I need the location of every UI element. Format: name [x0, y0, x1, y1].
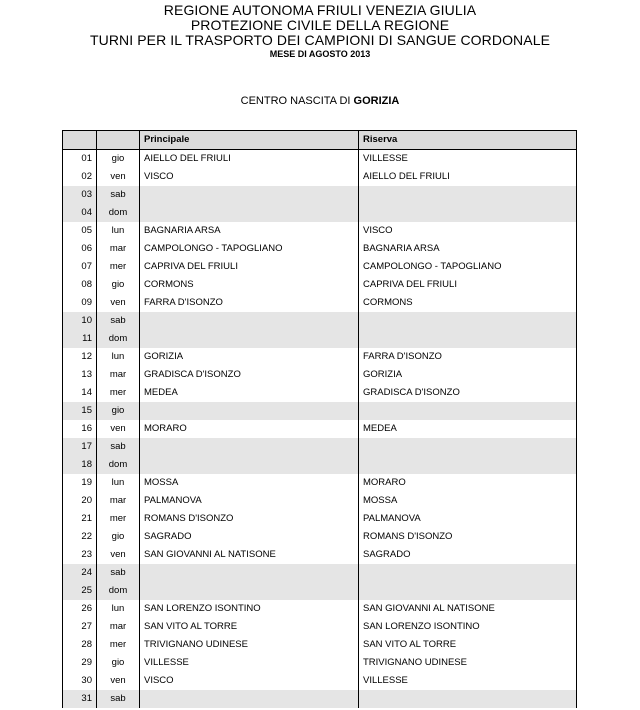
- centre-name: GORIZIA: [353, 95, 400, 107]
- row-number: 10: [63, 312, 97, 330]
- row-riserva: PALMANOVA: [359, 510, 577, 528]
- row-weekday: ven: [97, 294, 140, 312]
- row-number: 11: [63, 330, 97, 348]
- row-riserva: BAGNARIA ARSA: [359, 240, 577, 258]
- header-cell-principale: Principale: [140, 131, 359, 150]
- table-row: [63, 582, 577, 600]
- table-row: [63, 672, 577, 690]
- row-number: 12: [63, 348, 97, 366]
- row-principale: VISCO: [140, 672, 359, 690]
- row-riserva: ROMANS D'ISONZO: [359, 528, 577, 546]
- row-number: 19: [63, 474, 97, 492]
- table-row: [63, 258, 577, 276]
- row-principale: CAMPOLONGO - TAPOGLIANO: [140, 240, 359, 258]
- table-row: [63, 204, 577, 222]
- table-row: [63, 600, 577, 618]
- row-weekday: mar: [97, 366, 140, 384]
- table-row: [63, 276, 577, 294]
- row-weekday: mar: [97, 618, 140, 636]
- table-header-row: [63, 131, 577, 150]
- row-riserva: FARRA D'ISONZO: [359, 348, 577, 366]
- row-number: 26: [63, 600, 97, 618]
- row-principale: SAN LORENZO ISONTINO: [140, 600, 359, 618]
- row-principale: MOSSA: [140, 474, 359, 492]
- birth-centre-title: [0, 95, 640, 107]
- row-number: 16: [63, 420, 97, 438]
- row-principale: TRIVIGNANO UDINESE: [140, 636, 359, 654]
- row-riserva: MORARO: [359, 474, 577, 492]
- row-number: 01: [63, 150, 97, 169]
- row-number: 28: [63, 636, 97, 654]
- row-number: 27: [63, 618, 97, 636]
- row-principale: [140, 564, 359, 582]
- row-riserva: TRIVIGNANO UDINESE: [359, 654, 577, 672]
- row-principale: MORARO: [140, 420, 359, 438]
- table-row: [63, 402, 577, 420]
- row-riserva: [359, 456, 577, 474]
- row-riserva: VISCO: [359, 222, 577, 240]
- row-principale: VILLESSE: [140, 654, 359, 672]
- row-weekday: gio: [97, 528, 140, 546]
- header-cell-riserva: Riserva: [359, 131, 577, 150]
- row-number: 09: [63, 294, 97, 312]
- row-weekday: dom: [97, 582, 140, 600]
- row-weekday: sab: [97, 186, 140, 204]
- row-weekday: gio: [97, 276, 140, 294]
- row-principale: [140, 582, 359, 600]
- row-principale: [140, 690, 359, 708]
- table-row: [63, 492, 577, 510]
- row-principale: [140, 204, 359, 222]
- row-weekday: dom: [97, 456, 140, 474]
- month-year: 2013: [350, 49, 371, 59]
- row-principale: [140, 312, 359, 330]
- row-weekday: sab: [97, 438, 140, 456]
- row-riserva: SAN LORENZO ISONTINO: [359, 618, 577, 636]
- table-row: [63, 366, 577, 384]
- row-riserva: CAPRIVA DEL FRIULI: [359, 276, 577, 294]
- table-row: [63, 186, 577, 204]
- row-weekday: mer: [97, 258, 140, 276]
- row-weekday: dom: [97, 204, 140, 222]
- row-number: 14: [63, 384, 97, 402]
- row-weekday: lun: [97, 222, 140, 240]
- row-principale: ROMANS D'ISONZO: [140, 510, 359, 528]
- table-row: [63, 312, 577, 330]
- row-weekday: ven: [97, 672, 140, 690]
- table-row: [63, 564, 577, 582]
- row-principale: MEDEA: [140, 384, 359, 402]
- row-number: 13: [63, 366, 97, 384]
- row-principale: CAPRIVA DEL FRIULI: [140, 258, 359, 276]
- row-principale: SAGRADO: [140, 528, 359, 546]
- shift-table: [62, 130, 577, 708]
- row-riserva: VILLESSE: [359, 150, 577, 169]
- header-line-title: TURNI PER IL TRASPORTO DEI CAMPIONI DI SANGUE CORDONALE: [89, 32, 551, 48]
- row-weekday: ven: [97, 420, 140, 438]
- row-principale: SAN GIOVANNI AL NATISONE: [140, 546, 359, 564]
- row-principale: CORMONS: [140, 276, 359, 294]
- row-riserva: [359, 330, 577, 348]
- row-riserva: SAGRADO: [359, 546, 577, 564]
- row-number: 15: [63, 402, 97, 420]
- row-riserva: GORIZIA: [359, 366, 577, 384]
- row-weekday: gio: [97, 402, 140, 420]
- row-principale: AIELLO DEL FRIULI: [140, 150, 359, 169]
- table-row: [63, 330, 577, 348]
- row-weekday: sab: [97, 564, 140, 582]
- row-weekday: dom: [97, 330, 140, 348]
- month-name: AGOSTO: [308, 49, 348, 59]
- header-cell-day: [97, 131, 140, 150]
- month-prefix: MESE DI: [269, 49, 307, 59]
- row-principale: [140, 438, 359, 456]
- row-number: 31: [63, 690, 97, 708]
- row-number: 06: [63, 240, 97, 258]
- row-number: 25: [63, 582, 97, 600]
- row-riserva: SAN VITO AL TORRE: [359, 636, 577, 654]
- row-number: 02: [63, 168, 97, 186]
- centre-prefix: CENTRO NASCITA DI: [240, 95, 351, 107]
- row-riserva: CORMONS: [359, 294, 577, 312]
- row-riserva: [359, 438, 577, 456]
- row-number: 20: [63, 492, 97, 510]
- table-row: [63, 438, 577, 456]
- row-weekday: sab: [97, 312, 140, 330]
- row-principale: FARRA D'ISONZO: [140, 294, 359, 312]
- row-riserva: [359, 204, 577, 222]
- table-row: [63, 510, 577, 528]
- row-number: 21: [63, 510, 97, 528]
- row-number: 05: [63, 222, 97, 240]
- table-row: [63, 528, 577, 546]
- table-row: [63, 384, 577, 402]
- row-number: 03: [63, 186, 97, 204]
- table-row: [63, 474, 577, 492]
- table-row: [63, 348, 577, 366]
- row-number: 18: [63, 456, 97, 474]
- table-row: [63, 150, 577, 169]
- table-row: [63, 240, 577, 258]
- row-principale: GRADISCA D'ISONZO: [140, 366, 359, 384]
- row-principale: [140, 186, 359, 204]
- row-number: 04: [63, 204, 97, 222]
- header-line-civil-protection: PROTEZIONE CIVILE DELLA REGIONE: [190, 17, 450, 33]
- row-principale: [140, 330, 359, 348]
- row-number: 24: [63, 564, 97, 582]
- row-weekday: gio: [97, 654, 140, 672]
- row-weekday: ven: [97, 168, 140, 186]
- header-cell-num: [63, 131, 97, 150]
- row-principale: VISCO: [140, 168, 359, 186]
- table-row: [63, 690, 577, 708]
- row-riserva: [359, 582, 577, 600]
- table-row: [63, 294, 577, 312]
- row-weekday: mar: [97, 492, 140, 510]
- row-weekday: mer: [97, 636, 140, 654]
- row-principale: BAGNARIA ARSA: [140, 222, 359, 240]
- header-month: [0, 48, 640, 60]
- row-weekday: lun: [97, 348, 140, 366]
- row-riserva: [359, 186, 577, 204]
- row-number: 29: [63, 654, 97, 672]
- row-weekday: ven: [97, 546, 140, 564]
- row-number: 30: [63, 672, 97, 690]
- table-row: [63, 456, 577, 474]
- row-principale: SAN VITO AL TORRE: [140, 618, 359, 636]
- table-row: [63, 618, 577, 636]
- header-line-region: REGIONE AUTONOMA FRIULI VENEZIA GIULIA: [163, 2, 477, 18]
- row-principale: [140, 402, 359, 420]
- row-riserva: MOSSA: [359, 492, 577, 510]
- row-weekday: lun: [97, 600, 140, 618]
- row-number: 17: [63, 438, 97, 456]
- row-riserva: [359, 564, 577, 582]
- table-row: [63, 636, 577, 654]
- row-riserva: [359, 690, 577, 708]
- table-row: [63, 546, 577, 564]
- row-weekday: mer: [97, 384, 140, 402]
- row-principale: [140, 456, 359, 474]
- document-header: [0, 3, 640, 60]
- row-riserva: SAN GIOVANNI AL NATISONE: [359, 600, 577, 618]
- table-row: [63, 168, 577, 186]
- row-number: 08: [63, 276, 97, 294]
- row-number: 07: [63, 258, 97, 276]
- table-row: [63, 222, 577, 240]
- row-weekday: mer: [97, 510, 140, 528]
- table-row: [63, 654, 577, 672]
- row-weekday: sab: [97, 690, 140, 708]
- row-weekday: gio: [97, 150, 140, 169]
- row-riserva: CAMPOLONGO - TAPOGLIANO: [359, 258, 577, 276]
- row-riserva: VILLESSE: [359, 672, 577, 690]
- row-number: 23: [63, 546, 97, 564]
- row-principale: PALMANOVA: [140, 492, 359, 510]
- row-riserva: [359, 312, 577, 330]
- row-principale: GORIZIA: [140, 348, 359, 366]
- row-riserva: GRADISCA D'ISONZO: [359, 384, 577, 402]
- row-riserva: [359, 402, 577, 420]
- row-weekday: lun: [97, 474, 140, 492]
- table-row: [63, 420, 577, 438]
- row-weekday: mar: [97, 240, 140, 258]
- row-number: 22: [63, 528, 97, 546]
- row-riserva: AIELLO DEL FRIULI: [359, 168, 577, 186]
- row-riserva: MEDEA: [359, 420, 577, 438]
